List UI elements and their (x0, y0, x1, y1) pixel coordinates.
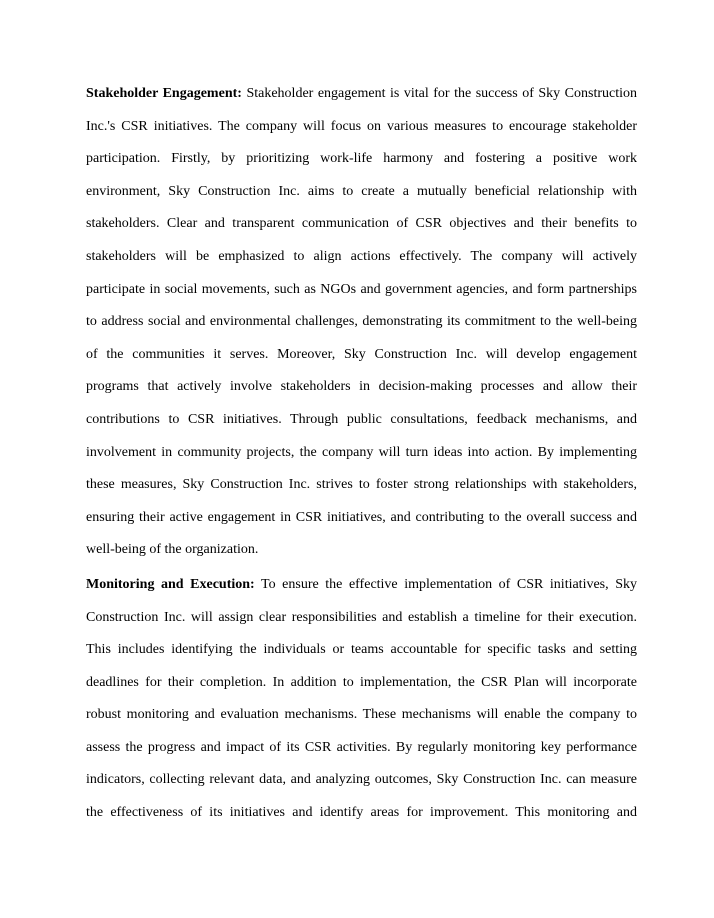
line-text: To ensure the effective implementation of CSR initiatives, Sky (254, 576, 637, 592)
paragraph-monitoring-execution (86, 569, 637, 830)
paragraph-line: Inc.'s CSR initiatives. The company will focus on various measures to encourage stakeholder (86, 118, 637, 134)
section-heading: Monitoring and Execution: (86, 576, 255, 592)
paragraph-line (86, 569, 637, 602)
paragraph-line: environment, Sky Construction Inc. aims to create a mutually beneficial relationship with (86, 183, 637, 199)
paragraph-line: assess the progress and impact of its CSR activities. By regularly monitoring key performance (86, 739, 637, 755)
paragraph-line: programs that actively involve stakeholders in decision-making processes and allow their (86, 379, 637, 395)
paragraph-line: these measures, Sky Construction Inc. strives to foster strong relationships with stakeholders, (86, 477, 637, 493)
paragraph-line: Construction Inc. will assign clear responsibilities and establish a timeline for their execution. (86, 609, 637, 625)
paragraph-line: This includes identifying the individuals or teams accountable for specific tasks and setting (86, 642, 637, 658)
paragraph-line: the effectiveness of its initiatives and identify areas for improvement. This monitoring and (86, 805, 637, 821)
paragraph-line: well-being of the organization. (86, 542, 259, 558)
paragraph-line: stakeholders. Clear and transparent communication of CSR objectives and their benefits to (86, 216, 637, 232)
paragraph-line: robust monitoring and evaluation mechanisms. These mechanisms will enable the company to (86, 707, 637, 723)
paragraph-line: stakeholders will be emphasized to align actions effectively. The company will actively (86, 248, 637, 264)
paragraph-line: involvement in community projects, the company will turn ideas into action. By implementing (86, 444, 637, 460)
paragraph-line: deadlines for their completion. In addition to implementation, the CSR Plan will incorporate (86, 674, 637, 690)
document-page (86, 78, 637, 832)
paragraph-stakeholder-engagement (86, 78, 637, 567)
line-text: Stakeholder engagement is vital for the success of Sky Construction (241, 86, 637, 101)
paragraph-line (86, 78, 637, 111)
paragraph-line: indicators, collecting relevant data, and analyzing outcomes, Sky Construction Inc. can measure (86, 772, 637, 788)
paragraph-line: contributions to CSR initiatives. Through public consultations, feedback mechanisms, and (86, 411, 637, 427)
paragraph-line: participation. Firstly, by prioritizing work-life harmony and fostering a positive work (86, 151, 637, 167)
section-heading: Stakeholder Engagement: (86, 86, 242, 101)
paragraph-line: of the communities it serves. Moreover, Sky Construction Inc. will develop engagement (86, 346, 637, 362)
paragraph-line: to address social and environmental challenges, demonstrating its commitment to the well-being (86, 314, 637, 330)
paragraph-line: ensuring their active engagement in CSR initiatives, and contributing to the overall success and (86, 509, 637, 525)
paragraph-line: participate in social movements, such as NGOs and government agencies, and form partnerships (86, 281, 637, 297)
